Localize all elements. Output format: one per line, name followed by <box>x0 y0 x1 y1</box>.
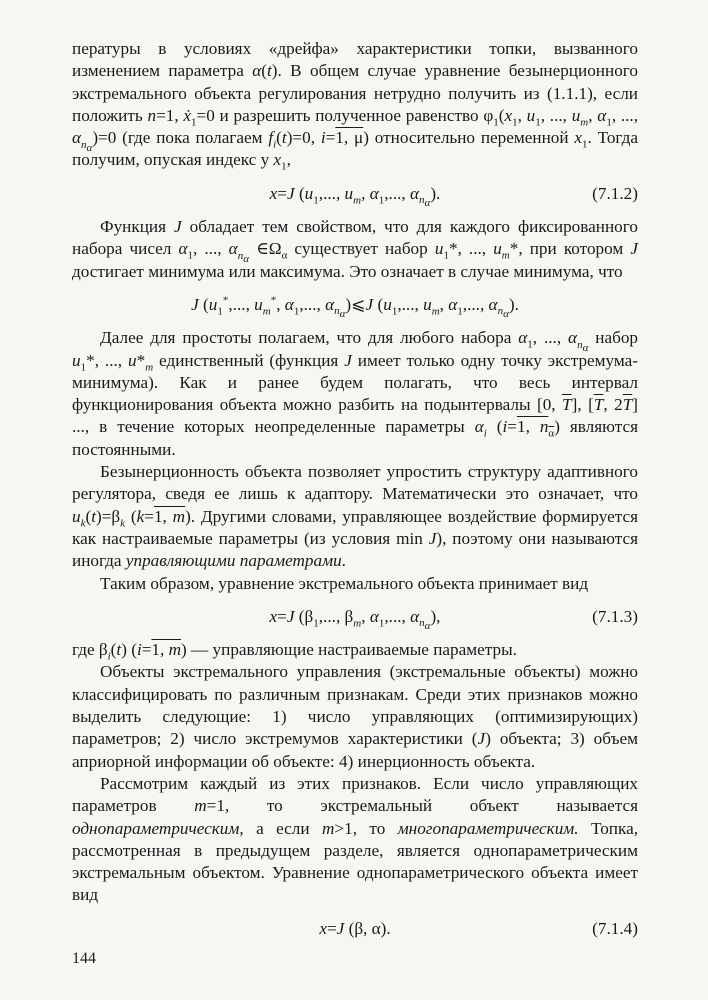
paragraph-2: Функция J обладает тем свойством, что для каждого фиксированного набора чисел $\alpha_1$, ..., $\alpha_{n_\alpha}$ $\in\Omega_\alpha$ существует набор $u_1*$, ..., $u_m*$, при котором J достигает минимума или максимума. Это означает в случае минимума, что <box>72 217 639 281</box>
equation-inequality: J ($u_1^*$,..., $u_m^*$, $\alpha_1$,..., $\alpha_{n_\alpha})⩽J$ ($u_1$,..., $u_m$, $\alpha_1$,..., $\alpha_{n_\alpha}$). <box>191 294 519 321</box>
page-number: 144 <box>72 950 96 967</box>
equation-number: (7.1.2) <box>592 183 638 203</box>
term-one-param: однопараметрическим, <box>72 818 244 838</box>
paragraph-4: Безынерционность объекта позволяет упростить структуру адаптивного регулятора, сведя ее лишь к адаптору. Математически это означает, что $u_k(t)=\beta_k$ (k=1, m). Другими словами, управляющее воздействие формируется как настраиваемые параметры (из условия min J), поэтому они называются иногда управляющими параметрами. <box>72 462 639 571</box>
equation-7-1-3: x=J ($\beta_1$,..., $\beta_m$, $\alpha_1$,..., $\alpha_{n_\alpha}$), (7.1.3) <box>269 606 638 633</box>
equation-7-1-4: x=J (β, α). (7.1.4) <box>72 918 638 940</box>
equation-number: (7.1.3) <box>592 606 638 626</box>
paragraph-7: Объекты экстремального управления (экстремальные объекты) можно классифицировать по различным признакам. Среди этих признаков можно выделить следующие: 1) число управляющих (оптимизирующих) параметров; 2) число экстремумов характеристики (J) объекта; 3) объем априорной информации об объекте: 4) инерционность объекта. <box>72 662 638 771</box>
term-control-params: управляющими параметрами <box>125 551 342 571</box>
paragraph-1: пературы в условиях «дрейфа» характеристики топки, вызванного изменением параметра α(t). В общем случае уравнение безынерционного экстремального объекта регулирования нетрудно получить из (1.1.1), если положить n=1, ẋ$_1$=0 и разрешить полученное равенство $\varphi_1(x_1$, $u_1$, ..., $u_m$, $\alpha_1$, ..., $\alpha_{n_\alpha})=0$ (где пока полагаем $f_i(t)=0$, i=1, μ) относительно переменной $x_1$. Тогда получим, опуская индекс у $x_1$, <box>72 39 639 173</box>
paragraph-3: Далее для простоты полагаем, что для любого набора $\alpha_1$, ..., $\alpha_{n_\alpha}$ набор $u_1*$, ..., $u*_m$ единственный (функция J имеет только одну точку экстремума-минимума). Как и ранее будем полагать, что весь интервал функционирования объекта можно разбить на подынтервалы [0, $\overline{T}$], [$\overline{T}$, $2\overline{T}$] ..., в течение которых неопределенные параметры $\alpha_i$ (i=1, $n_\alpha$) являются постоянными. <box>72 328 639 459</box>
paragraph-5: Таким образом, уравнение экстремального объекта принимает вид <box>100 573 589 593</box>
document-page <box>72 38 638 951</box>
equation-number: (7.1.4) <box>592 918 638 938</box>
term-multi-param: многопараметрическим. <box>397 818 579 838</box>
paragraph-8: Рассмотрим каждый из этих признаков. Если число управляющих параметров m=1, то экстремальный объект называется однопараметрическим, а если m>1, то многопараметрическим. Топка, рассмотренная в предыдущем разделе, является однопараметрическим экстремальным объектом. Уравнение однопараметрического объекта имеет вид <box>72 773 639 905</box>
paragraph-6: где $\beta_i(t)$ (i=1, m) — управляющие настраиваемые параметры. <box>72 640 517 663</box>
equation-7-1-2: x=J ($u_1$,..., $u_m$, $\alpha_1$,..., $\alpha_{n_\alpha}$). (7.1.2) <box>269 183 638 210</box>
